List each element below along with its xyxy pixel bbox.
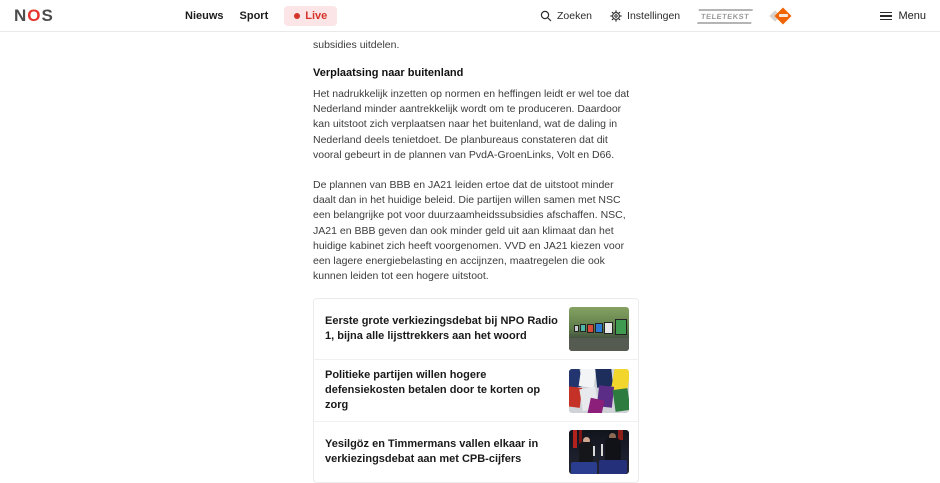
related-article-link[interactable] (314, 421, 638, 482)
thumb-shape (574, 325, 579, 332)
thumb-shape (580, 324, 586, 332)
settings-label: Instellingen (627, 10, 681, 22)
thumb-shape (587, 324, 594, 333)
article-paragraph-fragment: subsidies uitdelen. (313, 39, 400, 51)
thumb-shape (593, 446, 595, 456)
related-article-title: Politieke partijen willen hogere defensiekosten betalen door te korten op zorg (325, 369, 541, 412)
thumb-shape (599, 460, 627, 474)
thumbnail-poster-collage (569, 369, 629, 413)
related-article-link[interactable] (314, 359, 638, 421)
nos-logo[interactable] (14, 6, 54, 26)
npo-logo[interactable] (770, 7, 792, 25)
nav-item-live[interactable] (284, 6, 337, 26)
settings-button[interactable] (610, 10, 680, 22)
thumb-shape (604, 322, 613, 334)
search-icon (540, 10, 552, 22)
npo-wordmark (779, 14, 788, 17)
thumbnail-tv-debate (569, 430, 629, 474)
search-button[interactable] (540, 10, 592, 22)
article-paragraph: De plannen van BBB en JA21 leiden ertoe dat de uitstoot minder daalt dan in het huidige beleid. Die partijen willen samen met NSC een belangrijke pot voor duurzaamheidssubsidies afschaffen. NSC, JA21 en BBB geven dan ook minder geld uit aan klimaat dan het huidige kabinet zich heeft voorgenomen. VVD en JA21 kiezen voor een lagere energiebelasting en accijnzen, maatregelen die ook kunnen leiden tot een hogere uitstoot. (313, 179, 626, 283)
thumb-shape (569, 338, 629, 351)
header-actions (540, 0, 792, 32)
menu-button[interactable] (880, 0, 926, 32)
teletekst-logo[interactable]: TELETEKST (697, 9, 753, 24)
thumb-shape (595, 323, 603, 333)
logo-letter-s: S (41, 6, 54, 25)
logo-letter-o: O (27, 6, 42, 25)
section-heading: Verplaatsing naar buitenland (313, 67, 464, 79)
related-article-link[interactable] (314, 299, 638, 359)
thumb-shape (571, 462, 597, 474)
article-body (313, 32, 637, 483)
primary-nav (185, 0, 337, 32)
search-label: Zoeken (557, 10, 593, 22)
thumb-shape (579, 442, 593, 462)
nav-item-nieuws[interactable]: Nieuws (185, 10, 224, 22)
hamburger-icon (880, 12, 892, 21)
thumbnail-election-billboards (569, 307, 629, 351)
related-article-title: Eerste grote verkiezingsdebat bij NPO Radio 1, bijna alle lijsttrekkers aan het woord (325, 315, 558, 343)
live-label: Live (305, 10, 328, 22)
related-articles-list (313, 298, 639, 483)
related-article-title: Yesilgöz en Timmermans vallen elkaar in verkiezingsdebat aan met CPB-cijfers (325, 438, 539, 466)
thumb-shape (613, 388, 629, 412)
gear-icon (610, 10, 622, 22)
thumb-shape (601, 444, 603, 456)
menu-label: Menu (898, 10, 926, 22)
thumb-shape (615, 319, 627, 335)
logo-letter-n: N (14, 6, 28, 25)
top-navigation-bar (0, 0, 940, 32)
thumb-shape (587, 398, 604, 413)
live-dot-icon (294, 13, 300, 19)
article-paragraph: Het nadrukkelijk inzetten op normen en heffingen leidt er wel toe dat Nederland minder aantrekkelijk wordt om te produceren. Daardoor kan uitstoot zich verplaatsen naar het buitenland, wat de daling in Nederland deels tenietdoet. De planbureaus constateren dat dit vooral gebeurt in de plannen van PvdA-GroenLinks, Volt en D66. (313, 88, 630, 161)
thumb-shape (579, 369, 597, 388)
nav-item-sport[interactable]: Sport (239, 10, 269, 22)
